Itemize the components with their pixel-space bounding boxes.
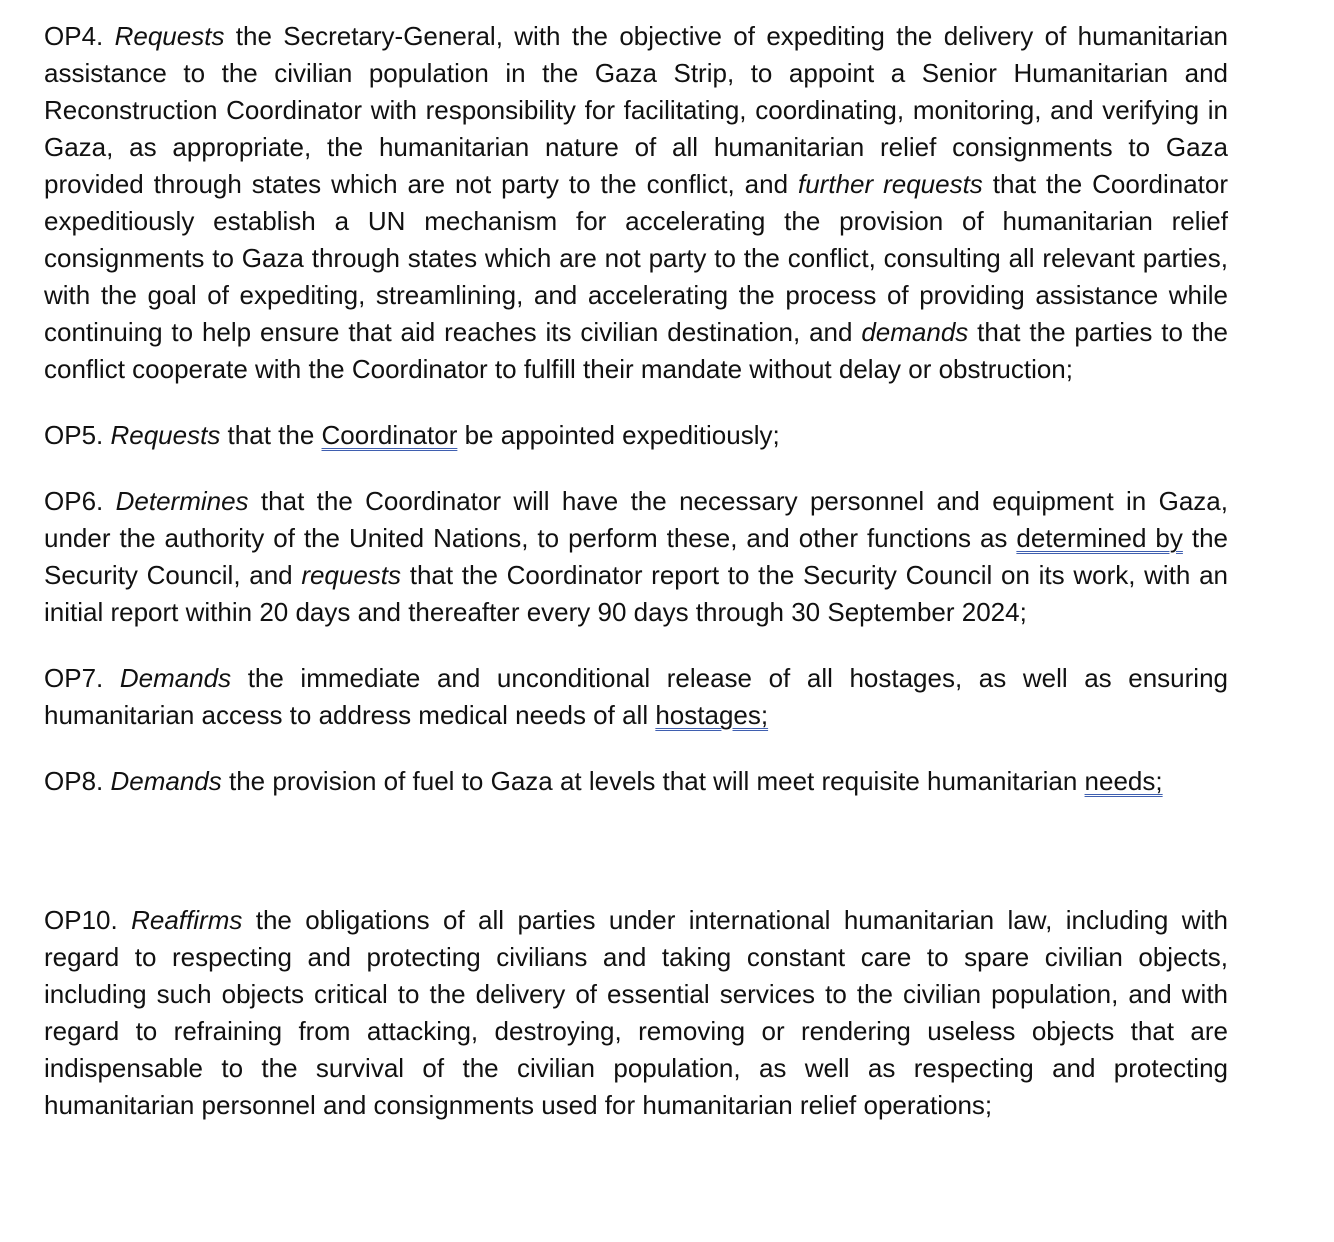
paragraph-text: the immediate and unconditional release of all hostages, as well as ensuring humanitarian access to address medical needs of all [44,663,1228,730]
paragraph-text: the Secretary-General, with the objective of expediting the delivery of humanitarian assistance to the civilian population in the Gaza Strip, to appoint a Senior Humanitarian and Reconstruction Coordinator with responsibility for facilitating, coordinating, monitoring, and verifying in Gaza, as appropriate, the humanitarian nature of all humanitarian relief consignments to Gaza provided through states which are not party to the conflict, and [44,21,1228,199]
operative-verb: Requests [110,420,221,450]
operative-verb: demands [861,317,969,347]
paragraph-text: that the Coordinator will have the necessary personnel and equipment in Gaza, under the authority of the United Nations, to perform these, and other functions as [44,486,1228,553]
paragraph-label: OP8. [44,766,104,796]
paragraph-label: OP10. [44,905,118,935]
tracked-change-text: needs; [1084,766,1163,796]
paragraph-text: the Security Council, and [44,523,1228,590]
paragraph-op10 [44,902,1228,1124]
paragraph-text: that the parties to the conflict cooperate with the Coordinator to fulfill their mandate without delay or obstruction; [44,317,1228,384]
paragraph-op6 [44,483,1228,631]
paragraph-text: the obligations of all parties under international humanitarian law, including with regard to respecting and protecting civilians and taking constant care to spare civilian objects, including such objects critical to the delivery of essential services to the civilian population, and with regard to refraining from attacking, destroying, removing or rendering useless objects that are indispensable to the survival of the civilian population, as well as respecting and protecting humanitarian personnel and consignments used for humanitarian relief operations; [44,905,1228,1120]
paragraph-text: be appointed expeditiously; [457,420,780,450]
operative-verb: Demands [110,766,222,796]
paragraph-label: OP5. [44,420,104,450]
paragraph-op5 [44,417,1228,454]
operative-verb: Requests [114,21,225,51]
tracked-change-text: hostages; [655,700,769,730]
paragraph-text: that the Coordinator expeditiously establish a UN mechanism for accelerating the provision of humanitarian relief consignments to Gaza through states which are not party to the conflict, consulting all relevant parties, with the goal of expediting, streamlining, and accelerating the process of providing assistance while continuing to help ensure that aid reaches its civilian destination, and [44,169,1228,347]
paragraph-text: the provision of fuel to Gaza at levels that will meet requisite humanitarian [221,766,1085,796]
operative-verb: Determines [115,486,249,516]
tracked-change-text: Coordinator [321,420,458,450]
tracked-change-text: determined by [1016,523,1183,553]
paragraph-text: that the Coordinator report to the Security Council on its work, with an initial report within 20 days and thereafter every 90 days through 30 September 2024; [44,560,1228,627]
paragraph-label: OP6. [44,486,104,516]
operative-verb: further requests [798,169,983,199]
paragraph-op8 [44,763,1228,800]
operative-verb: Reaffirms [131,905,243,935]
operative-verb: requests [301,560,402,590]
operative-verb: Demands [119,663,232,693]
paragraph-label: OP7. [44,663,104,693]
paragraph-op4 [44,18,1228,388]
paragraph-text: that the [220,420,322,450]
paragraph-op7 [44,660,1228,734]
paragraph-label: OP4. [44,21,104,51]
document-page [44,18,1228,1124]
